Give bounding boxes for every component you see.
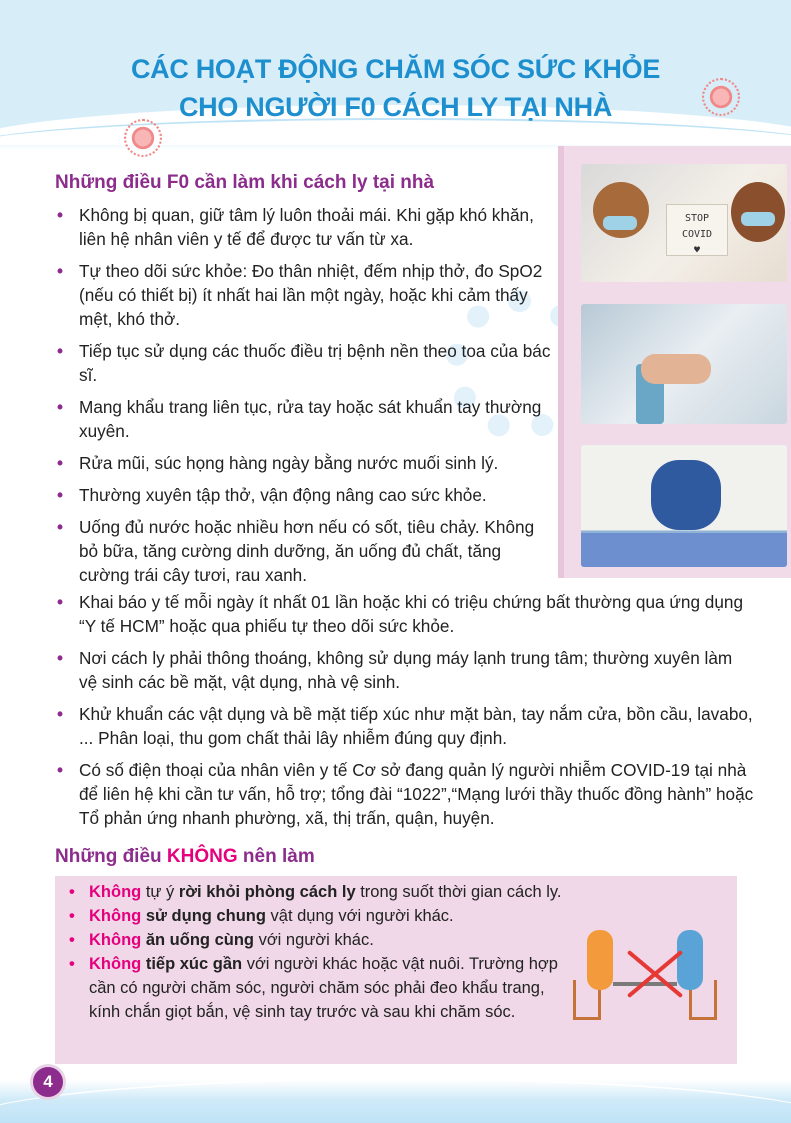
- heading-text: nên làm: [237, 846, 315, 867]
- person-figure: [587, 930, 613, 990]
- emphasis: ăn uống cùng: [145, 931, 254, 949]
- photo-children-masks: [581, 164, 787, 282]
- text: vật dụng với người khác.: [265, 907, 454, 925]
- keyword: Không: [89, 931, 142, 949]
- footer-wave: [0, 1078, 791, 1123]
- list-item: • Rửa mũi, súc họng hàng ngày bằng nước muối sinh lý.: [55, 451, 555, 475]
- photo-hand-sanitizer: [581, 304, 787, 424]
- virus-icon: [130, 125, 156, 151]
- do-list-narrow: [55, 203, 555, 595]
- list-item: • Thường xuyên tập thở, vận động nâng cao sức khỏe.: [55, 483, 555, 507]
- no-eating-together-illustration: [565, 920, 725, 1030]
- dont-list: [63, 880, 563, 1024]
- list-item: [63, 904, 563, 928]
- text: với người khác.: [253, 931, 374, 949]
- keyword: Không: [89, 955, 142, 973]
- heading-highlight: KHÔNG: [166, 846, 238, 867]
- exercise-mat: [581, 533, 787, 567]
- emphasis: tiếp xúc gần: [145, 955, 243, 973]
- mask-icon: [741, 212, 775, 226]
- page-number: 4: [33, 1067, 63, 1097]
- sign-line: STOP: [684, 213, 710, 224]
- do-list-wide: [55, 590, 755, 838]
- list-item: • Không bị quan, giữ tâm lý luôn thoải mái. Khi gặp khó khăn, liên hệ nhân viên y tế để được tư vấn từ xa.: [55, 203, 555, 251]
- section-heading-dont: [55, 846, 315, 868]
- list-item: • Mang khẩu trang liên tục, rửa tay hoặc sát khuẩn tay thường xuyên.: [55, 395, 555, 443]
- list-item: • Uống đủ nước hoặc nhiều hơn nếu có sốt, tiêu chảy. Không bỏ bữa, tăng cường dinh dưỡng, ăn uống đủ chất, tăng cường trái cây tươi, rau xanh.: [55, 515, 555, 587]
- emphasis: rời khỏi phòng cách ly: [178, 883, 356, 901]
- list-item: • Tiếp tục sử dụng các thuốc điều trị bệnh nền theo toa của bác sĩ.: [55, 339, 555, 387]
- text: với người khác hoặc vật nuôi. Trường hợp cần có người chăm sóc, người chăm sóc phải đeo khẩu trang, kính chắn giọt bắn, vệ sinh tay trước và sau khi chăm sóc.: [89, 955, 558, 1021]
- sign-line: ♥: [693, 245, 701, 256]
- photo-exercise: [581, 445, 787, 567]
- text: trong suốt thời gian cách ly.: [355, 883, 562, 901]
- list-item: • Khử khuẩn các vật dụng và bề mặt tiếp xúc như mặt bàn, tay nắm cửa, bồn cầu, lavabo, ... Phân loại, thu gom chất thải lây nhiễm đúng quy định.: [55, 702, 755, 750]
- mask-icon: [603, 216, 637, 230]
- emphasis: sử dụng chung: [145, 907, 266, 925]
- heading-text: Những điều: [55, 846, 167, 867]
- keyword: Không: [89, 907, 142, 925]
- keyword: Không: [89, 883, 142, 901]
- person-figure: [677, 930, 703, 990]
- title-line-1: CÁC HOẠT ĐỘNG CHĂM SÓC SỨC KHỎE: [130, 54, 661, 84]
- list-item: [63, 880, 563, 904]
- hand-figure: [641, 354, 711, 384]
- sign-line: COVID: [681, 229, 713, 240]
- list-item: • Có số điện thoại của nhân viên y tế Cơ sở đang quản lý người nhiễm COVID-19 tại nhà để liên hệ khi cần tư vấn, hỗ trợ; tổng đài “1022”,“Mạng lưới thầy thuốc đồng hành” hoặc Tổ phản ứng nhanh phường, xã, thị trấn, quận, huyện.: [55, 758, 755, 830]
- page-title: [0, 50, 791, 126]
- list-item: [63, 952, 563, 1024]
- list-item: • Tự theo dõi sức khỏe: Đo thân nhiệt, đếm nhịp thở, đo SpO2 (nếu có thiết bị) ít nhất hai lần một ngày, hoặc khi cảm thấy mệt, khó thở.: [55, 259, 555, 331]
- section-heading-do: Những điều F0 cần làm khi cách ly tại nhà: [55, 172, 435, 193]
- photo-column-border: [558, 146, 564, 578]
- exercising-man: [651, 460, 721, 530]
- title-line-2: CHO NGƯỜI F0 CÁCH LY TẠI NHÀ: [178, 92, 613, 122]
- list-item: [63, 928, 563, 952]
- text: tự ý: [141, 883, 179, 901]
- list-item: • Nơi cách ly phải thông thoáng, không sử dụng máy lạnh trung tâm; thường xuyên làm vệ sinh các bề mặt, vật dụng, nhà vệ sinh.: [55, 646, 755, 694]
- stop-covid-sign: [666, 204, 728, 256]
- list-item: • Khai báo y tế mỗi ngày ít nhất 01 lần hoặc khi có triệu chứng bất thường qua ứng dụng “Y tế HCM” hoặc qua phiếu tự theo dõi sức khỏe.: [55, 590, 755, 638]
